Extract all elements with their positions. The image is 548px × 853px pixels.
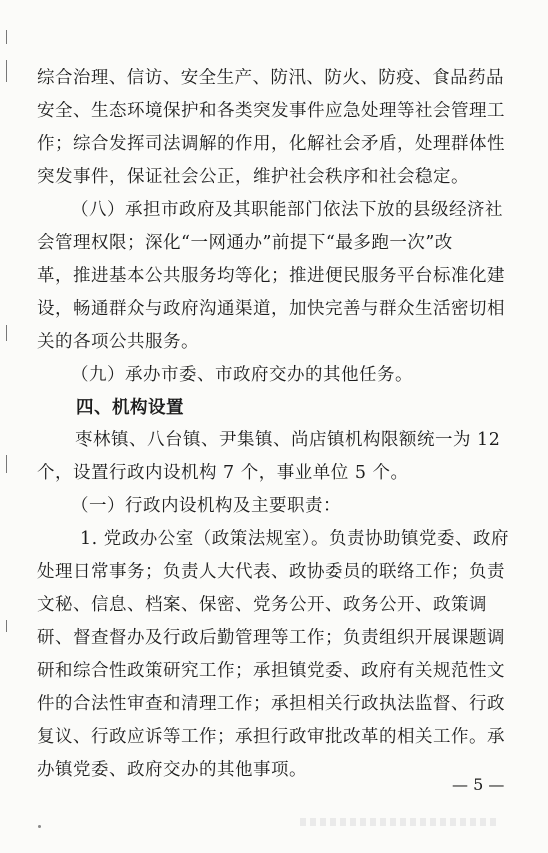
faint-footer-text — [300, 818, 500, 826]
text-line: 安全、生态环境保护和各类突发事件应急处理等社会管理工 — [37, 100, 505, 121]
text-line: （八）承担市政府及其职能部门依法下放的县级经济社 — [71, 199, 503, 220]
text-line: 关的各项公共服务。 — [37, 331, 199, 352]
text-line: 革，推进基本公共服务均等化；推进便民服务平台标准化建 — [37, 265, 505, 286]
text-line: 办镇党委、政府交办的其他事项。 — [37, 760, 307, 780]
text-line: 作；综合发挥司法调解的作用，化解社会矛盾，处理群体性 — [37, 133, 505, 154]
text-line: 综合治理、信访、安全生产、防汛、防火、防疫、食品药品 — [37, 68, 505, 88]
text-line: 文秘、信息、档案、保密、党务公开、政务公开、政策调 — [37, 595, 487, 616]
text-line: （九）承办市委、市政府交办的其他任务。 — [71, 364, 413, 385]
text-line: 研和综合性政策研究工作；承担镇党委、政府有关规范性文 — [37, 661, 505, 682]
text-line: 枣林镇、八台镇、尹集镇、尚店镇机构限额统一为 12 — [75, 430, 501, 451]
text-line: 研、督查督办及行政后勤管理等工作；负责组织开展课题调 — [37, 628, 505, 649]
text-line: 会管理权限；深化“一网通办”前提下“最多跑一次”改 — [37, 232, 453, 253]
page-number: — 5 — — [452, 775, 505, 794]
subsection-heading: （一）行政内设机构及主要职责： — [71, 496, 341, 517]
margin-mark — [6, 30, 7, 44]
text-line: 设，畅通群众与政府沟通渠道，加快完善与群众生活密切相 — [37, 298, 505, 319]
text-line: 个，设置行政内设机构 7 个，事业单位 5 个。 — [37, 463, 409, 484]
text-line: 突发事件，保证社会公正，维护社会秩序和社会稳定。 — [37, 166, 469, 187]
text-line: 1. 党政办公室（政策法规室）。负责协助镇党委、政府 — [80, 529, 510, 550]
text-line: 复议、行政应诉等工作；承担行政审批改革的相关工作。承 — [37, 727, 505, 748]
section-heading: 四、机构设置 — [76, 397, 184, 418]
scan-speck — [38, 825, 41, 828]
text-line: 件的合法性审查和清理工作；承担相关行政执法监督、行政 — [37, 694, 505, 715]
text-line: 处理日常事务；负责人大代表、政协委员的联络工作；负责 — [37, 562, 505, 583]
